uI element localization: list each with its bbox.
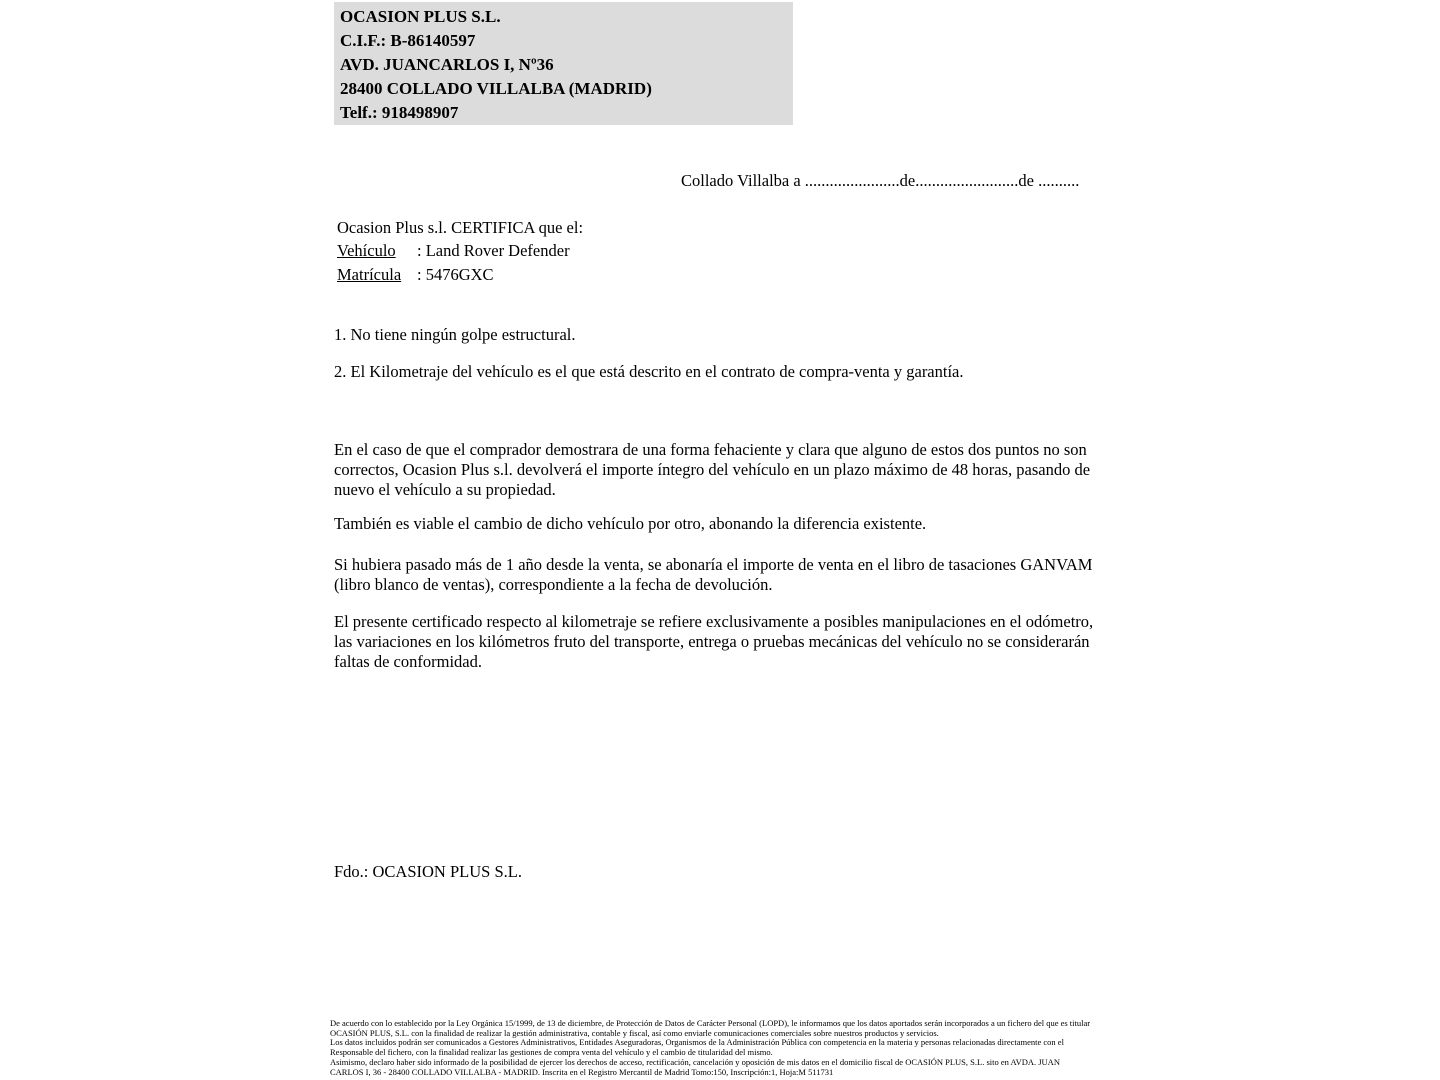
legal-line-1: De acuerdo con lo establecido por la Ley Orgánica 15/1999, de 13 de diciembre, de Protección de Datos de Carácter Personal (LOPD), le informamos que los datos aportados serán incorporados a un fichero del que es titular xyxy=(330,1018,1091,1028)
signature-line: Fdo.: OCASION PLUS S.L. xyxy=(334,862,522,881)
company-city: 28400 COLLADO VILLALBA (MADRID) xyxy=(340,79,652,98)
legal-line-5: Asimismo, declaro haber sido informado de la posibilidad de ejercer los derechos de acceso, rectificación, cancelación y oposición de mis datos en el domicilio fiscal de OCASIÓN PLUS, S.L. sito en AVDA. JUAN xyxy=(330,1056,1060,1067)
plate-label-cell xyxy=(337,263,417,286)
company-header-box xyxy=(334,2,793,125)
legal-line-3: Los datos incluidos podrán ser comunicados a Gestores Administrativos, Entidades Aseguradoras, Organismos de la Administración Pública con competencia en la materia y personas relacionadas directamente con el xyxy=(330,1037,1064,1048)
vehicle-row xyxy=(337,239,583,262)
date-place-line: Collado Villalba a .......................de.........................de .......... xyxy=(681,171,1080,190)
company-cif: C.I.F.: B-86140597 xyxy=(340,31,476,50)
company-phone: Telf.: 918498907 xyxy=(340,103,459,122)
plate-value: : 5476GXC xyxy=(417,264,494,284)
vehicle-label: Vehículo xyxy=(337,241,396,261)
paragraph-ganvam-valuation: Si hubiera pasado más de 1 año desde la venta, se abonaría el importe de venta en el libro de tasaciones GANVAM (libro blanco de ventas), correspondiente a la fecha de devolución. xyxy=(334,555,1093,594)
plate-label: Matrícula xyxy=(337,264,402,284)
company-name: OCASION PLUS S.L. xyxy=(340,7,501,26)
paragraph-exchange-option: También es viable el cambio de dicho vehículo por otro, abonando la diferencia existente. xyxy=(334,514,927,533)
paragraph-odometer-disclaimer: El presente certificado respecto al kilometraje se refiere exclusivamente a posibles manipulaciones en el odómetro, las variaciones en los kilómetros fruto del transporte, entrega o pruebas mecánicas del vehículo no se considerarán faltas de conformidad. xyxy=(334,612,1094,671)
vehicle-value: : Land Rover Defender xyxy=(417,241,570,261)
certified-point-2: 2. El Kilometraje del vehículo es el que está descrito en el contrato de compra-venta y garantía. xyxy=(334,362,964,381)
legal-line-2: OCASIÓN PLUS, S.L. con la finalidad de realizar la gestión administrativa, contable y fiscal, así como enviarle comunicaciones comerciales sobre nuestros productos y servicios. xyxy=(330,1027,939,1038)
certified-point-1: 1. No tiene ningún golpe estructural. xyxy=(334,325,576,344)
certificate-section xyxy=(337,216,583,286)
company-address: AVD. JUANCARLOS I, Nº36 xyxy=(340,55,554,74)
vehicle-label-cell xyxy=(337,239,417,262)
legal-line-4: Responsable del fichero, con la finalidad realizar las gestiones de compra venta del vehículo y el cambio de titularidad del mismo. xyxy=(330,1047,773,1058)
plate-row xyxy=(337,263,583,286)
legal-notice xyxy=(330,1019,1110,1077)
paragraph-refund-terms: En el caso de que el comprador demostrara de una forma fehaciente y clara que alguno de estos dos puntos no son correctos, Ocasion Plus s.l. devolverá el importe íntegro del vehículo en un plazo máximo de 48 horas, pasando de nuevo el vehículo a su propiedad. xyxy=(334,440,1091,499)
legal-line-6: CARLOS I, 36 - 28400 COLLADO VILLALBA - MADRID. Inscrita en el Registro Mercantil de Madrid Tomo:150, Inscripción:1, Hoja:M 511731 xyxy=(330,1066,834,1077)
certificate-intro: Ocasion Plus s.l. CERTIFICA que el: xyxy=(337,218,584,237)
